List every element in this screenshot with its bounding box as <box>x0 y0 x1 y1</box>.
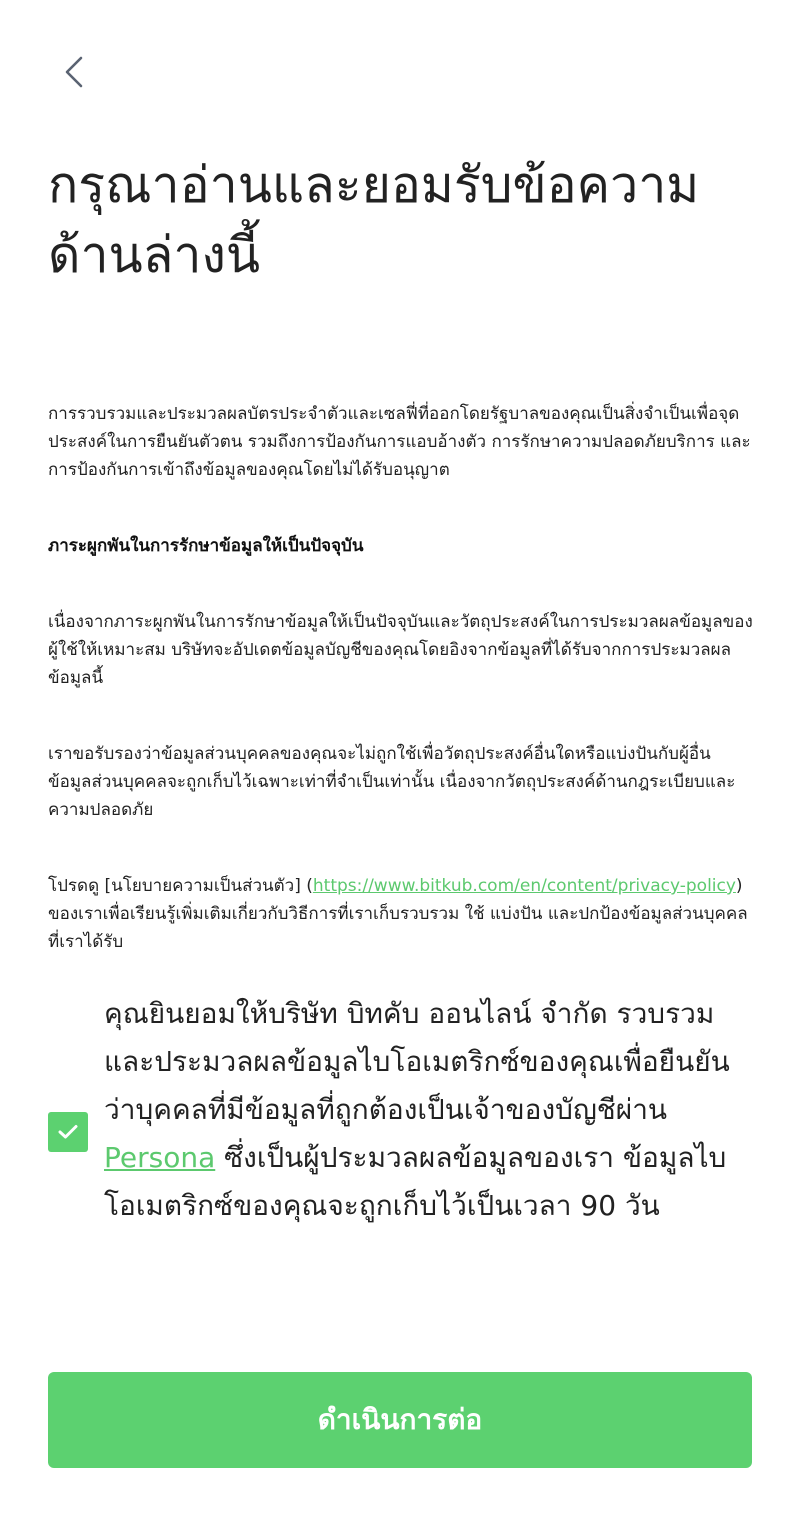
privacy-policy-text <box>48 872 754 956</box>
privacy-policy-prefix: โปรดดู [นโยบายความเป็นส่วนตัว] ( <box>48 876 313 896</box>
consent-text <box>104 990 734 1230</box>
continue-button[interactable]: ดำเนินการต่อ <box>48 1372 752 1468</box>
back-button[interactable] <box>52 46 96 98</box>
persona-link[interactable]: Persona <box>104 1141 216 1174</box>
consent-checkbox[interactable] <box>48 1112 88 1152</box>
privacy-policy-link[interactable]: https://www.bitkub.com/en/content/privacy-policy <box>312 876 736 896</box>
consent-text-suffix: ซึ่งเป็นผู้ประมวลผลข้อมูลของเรา ข้อมูลไบโอเมตริกซ์ของคุณจะถูกเก็บไว้เป็นเวลา 90 วัน <box>104 1141 727 1222</box>
biometric-consent <box>48 986 752 1278</box>
consent-text-prefix: คุณยินยอมให้บริษัท บิทคับ ออนไลน์ จำกัด รวบรวมและประมวลผลข้อมูลไบโอเมตริกซ์ของคุณเพื่อยืนยันว่าบุคคลที่มีข้อมูลที่ถูกต้องเป็นเจ้าของบัญชีผ่าน <box>104 997 730 1126</box>
data-usage-assurance-text: เราขอรับรองว่าข้อมูลส่วนบุคคลของคุณจะไม่ถูกใช้เพื่อวัตถุประสงค์อื่นใดหรือแบ่งปันกับผู้อื่น ข้อมูลส่วนบุคคลจะถูกเก็บไว้เฉพาะเท่าที่จำเป็นเท่านั้น เนื่องจากวัตถุประสงค์ด้านกฎระเบียบและความปลอดภัย <box>48 744 736 820</box>
page-title: กรุณาอ่านและยอมรับข้อความด้านล่างนี้ <box>48 156 700 284</box>
checkmark-icon <box>58 1124 78 1140</box>
privacy-policy-suffix: ) ของเราเพื่อเรียนรู้เพิ่มเติมเกี่ยวกับวิธีการที่เราเก็บรวบรวม ใช้ แบ่งปัน และปกป้องข้อมูลส่วนบุคคลที่เราได้รับ <box>48 876 748 952</box>
verification-purpose-text: การรวบรวมและประมวลผลบัตรประจำตัวและเซลฟี่ที่ออกโดยรัฐบาลของคุณเป็นสิ่งจำเป็นเพื่อจุดประสงค์ในการยืนยันตัวตน รวมถึงการป้องกันการแอบอ้างตัว การรักษาความปลอดภัยบริการ และการป้องกันการเข้าถึงข้อมูลของคุณโดยไม่ได้รับอนุญาต <box>48 404 751 480</box>
chevron-left-icon <box>63 55 85 89</box>
data-obligation-heading: ภาระผูกพันในการรักษาข้อมูลให้เป็นปัจจุบัน <box>48 536 364 556</box>
data-update-text: เนื่องจากภาระผูกพันในการรักษาข้อมูลให้เป็นปัจจุบันและวัตถุประสงค์ในการประมวลผลข้อมูลของผู้ใช้ให้เหมาะสม บริษัทจะอัปเดตข้อมูลบัญชีของคุณโดยอิงจากข้อมูลที่ได้รับจากการประมวลผลข้อมูลนี้ <box>48 612 753 688</box>
